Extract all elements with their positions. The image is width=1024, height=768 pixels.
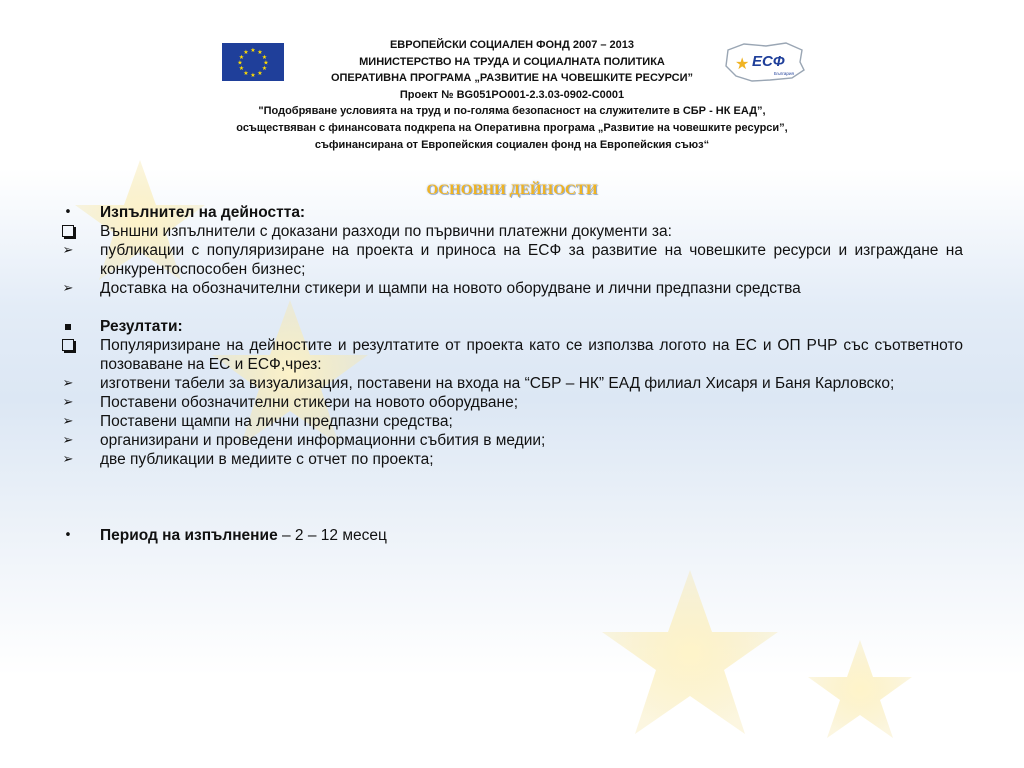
arrow-bullet-icon: ➢ [62,376,74,391]
esf-logo-icon [722,40,808,84]
list-item-promotion: Популяризиране на дейностите и резултатите от проекта като се използва логото на ЕС и ОП РЧР със съответното позоваване на ЕС и ЕСФ,чрез: [55,336,963,374]
activities-list [55,203,963,545]
header-line-project-title: "Подобряване условията на труд и по-голяма безопасност на служителите в СБР - НК ЕАД”, [258,105,766,118]
checkbox-bullet-icon [58,336,78,357]
list-item-executor-heading: • Изпълнител на дейността: [55,203,963,222]
esf-logo-text: ЕСФ [752,53,785,70]
header-line-fund: ЕВРОПЕЙСКИ СОЦИАЛЕН ФОНД 2007 – 2013 [389,39,635,51]
bullet-icon: • [64,205,72,220]
svg-text:★: ★ [237,59,243,67]
svg-text:★: ★ [238,54,245,61]
arrow-bullet-icon: ➢ [62,395,74,410]
svg-text:★: ★ [261,54,268,61]
arrow-bullet-icon: ➢ [62,414,74,429]
list-item-visualization-boards: ➢ изготвени табели за визуализация, поставени на входа на “СБР – НК” ЕАД филиал Хисаря и Баня Карловско; [55,374,963,393]
arrow-bullet-icon: ➢ [62,452,74,467]
square-bullet-icon [58,317,78,336]
checkbox-bullet-icon [58,222,78,243]
svg-text:★: ★ [243,70,249,77]
esf-logo-subtext: България [774,71,794,76]
list-item-media-events: ➢ организирани и проведени информационни събития в медии; [55,431,963,450]
list-item-media-publications: ➢ две публикации в медиите с отчет по проекта; [55,450,963,469]
list-item-period [55,526,963,545]
arrow-bullet-icon: ➢ [62,243,74,258]
svg-text:★: ★ [263,59,269,67]
svg-text:★: ★ [243,49,249,56]
period-value: – 2 – 12 месец [277,527,387,544]
svg-text:★: ★ [250,47,256,54]
list-item-results-heading: Резултати: [55,317,963,336]
header-line-programme: ОПЕРАТИВНА ПРОГРАМА „РАЗВИТИЕ НА ЧОВЕШКИТЕ РЕСУРСИ” [330,72,694,85]
background-star-icon [808,640,912,738]
arrow-bullet-icon: ➢ [62,281,74,296]
background-star-icon [602,570,778,734]
svg-text:★: ★ [735,54,750,73]
svg-text:★: ★ [261,65,268,72]
svg-text:★: ★ [257,49,263,56]
bullet-icon: • [64,528,72,543]
arrow-bullet-icon: ➢ [62,433,74,448]
header-line-cofinancing: съфинансирана от Европейския социален фонд на Европейския съюз“ [314,138,710,151]
period-label: Период на изпълнение [100,527,278,544]
header-line-project-number: Проект № BG051PO001-2.3.03-0902-C0001 [399,88,625,101]
list-item-stickers-delivery: ➢ Доставка на обозначителни стикери и щампи на новото оборудване и лични предпазни средства [55,279,963,298]
list-item-external-contractors: Външни изпълнители с доказани разходи по първични платежни документи за: [55,222,963,241]
list-item-stamps-placed: ➢ Поставени щампи на лични предпазни средства; [55,412,963,431]
svg-text:★: ★ [250,72,256,79]
header-line-funding: осъществяван с финансовата подкрепа на Оперативна програма „Развитие на човешките ресурси”, [236,121,788,134]
list-item-stickers-placed: ➢ Поставени обозначителни стикери на новото оборудване; [55,393,963,412]
document-header [0,0,1024,160]
section-title: ОСНОВНИ ДЕЙНОСТИ [426,182,598,198]
svg-text:★: ★ [238,65,245,72]
list-item-publications: ➢ публикации с популяризиране на проекта и приноса на ЕСФ за развитие на човешките ресурси и изграждане на конкурентоспособен бизнес; [55,241,963,279]
header-line-ministry: МИНИСТЕРСТВО НА ТРУДА И СОЦИАЛНАТА ПОЛИТИКА [359,55,665,68]
svg-text:★: ★ [257,70,263,77]
